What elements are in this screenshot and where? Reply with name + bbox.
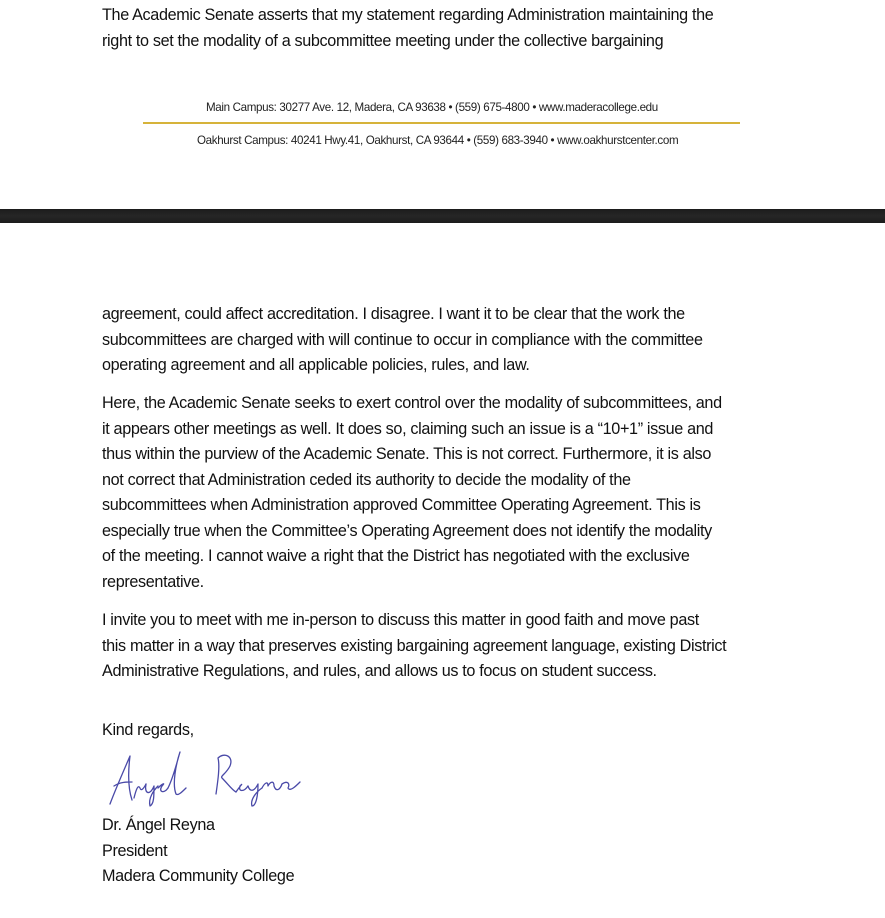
paragraph-line: thus within the purview of the Academic Senate. This is not correct. Furthermore, it is also [102,445,711,463]
signature-block [102,813,802,890]
signature-image [104,748,314,808]
paragraph-line: it appears other meetings as well. It does so, claiming such an issue is a “10+1” issue and [102,419,714,438]
paragraph-line: subcommittees are charged with will continue to occur in compliance with the committee [102,330,703,349]
paragraph-line: this matter in a way that preserves existing bargaining agreement language, existing District [102,636,727,655]
page-separator [0,209,885,223]
paragraph-modality [102,391,802,595]
paragraph-continued [102,3,802,54]
closing [102,718,802,744]
paragraph-line: operating agreement and all applicable policies, rules, and law. [102,356,530,374]
footer-divider [143,122,740,124]
paragraph-line: right to set the modality of a subcommittee meeting under the collective bargaining [102,31,664,50]
paragraph-compliance [102,302,802,379]
paragraph-line: Here, the Academic Senate seeks to exert control over the modality of subcommittees, and [102,394,722,412]
signer-title: President [102,841,168,860]
paragraph-line: subcommittees when Administration approved Committee Operating Agreement. This is [102,496,701,514]
footer-main-campus: Main Campus: 30277 Ave. 12, Madera, CA 93638 • (559) 675-4800 • www.maderacollege.edu [206,101,658,114]
paragraph-line: The Academic Senate asserts that my statement regarding Administration maintaining the [102,6,714,24]
paragraph-invitation [102,608,802,685]
paragraph-line: of the meeting. I cannot waive a right that the District has negotiated with the exclusive [102,547,690,565]
signer-name: Dr. Ángel Reyna [102,816,215,834]
paragraph-line: especially true when the Committee’s Operating Agreement does not identify the modality [102,521,712,540]
paragraph-line: I invite you to meet with me in-person to discuss this matter in good faith and move past [102,611,699,629]
signer-organization: Madera Community College [102,867,295,885]
paragraph-line: representative. [102,572,204,591]
closing-text: Kind regards, [102,721,194,739]
paragraph-line: agreement, could affect accreditation. I disagree. I want it to be clear that the work the [102,305,685,323]
paragraph-line: not correct that Administration ceded its authority to decide the modality of the [102,470,631,489]
footer-oakhurst-campus: Oakhurst Campus: 40241 Hwy.41, Oakhurst, CA 93644 • (559) 683-3940 • www.oakhurstcenter.com [197,134,679,147]
page-1-bottom [0,0,885,209]
paragraph-line: Administrative Regulations, and rules, and allows us to focus on student success. [102,662,657,680]
